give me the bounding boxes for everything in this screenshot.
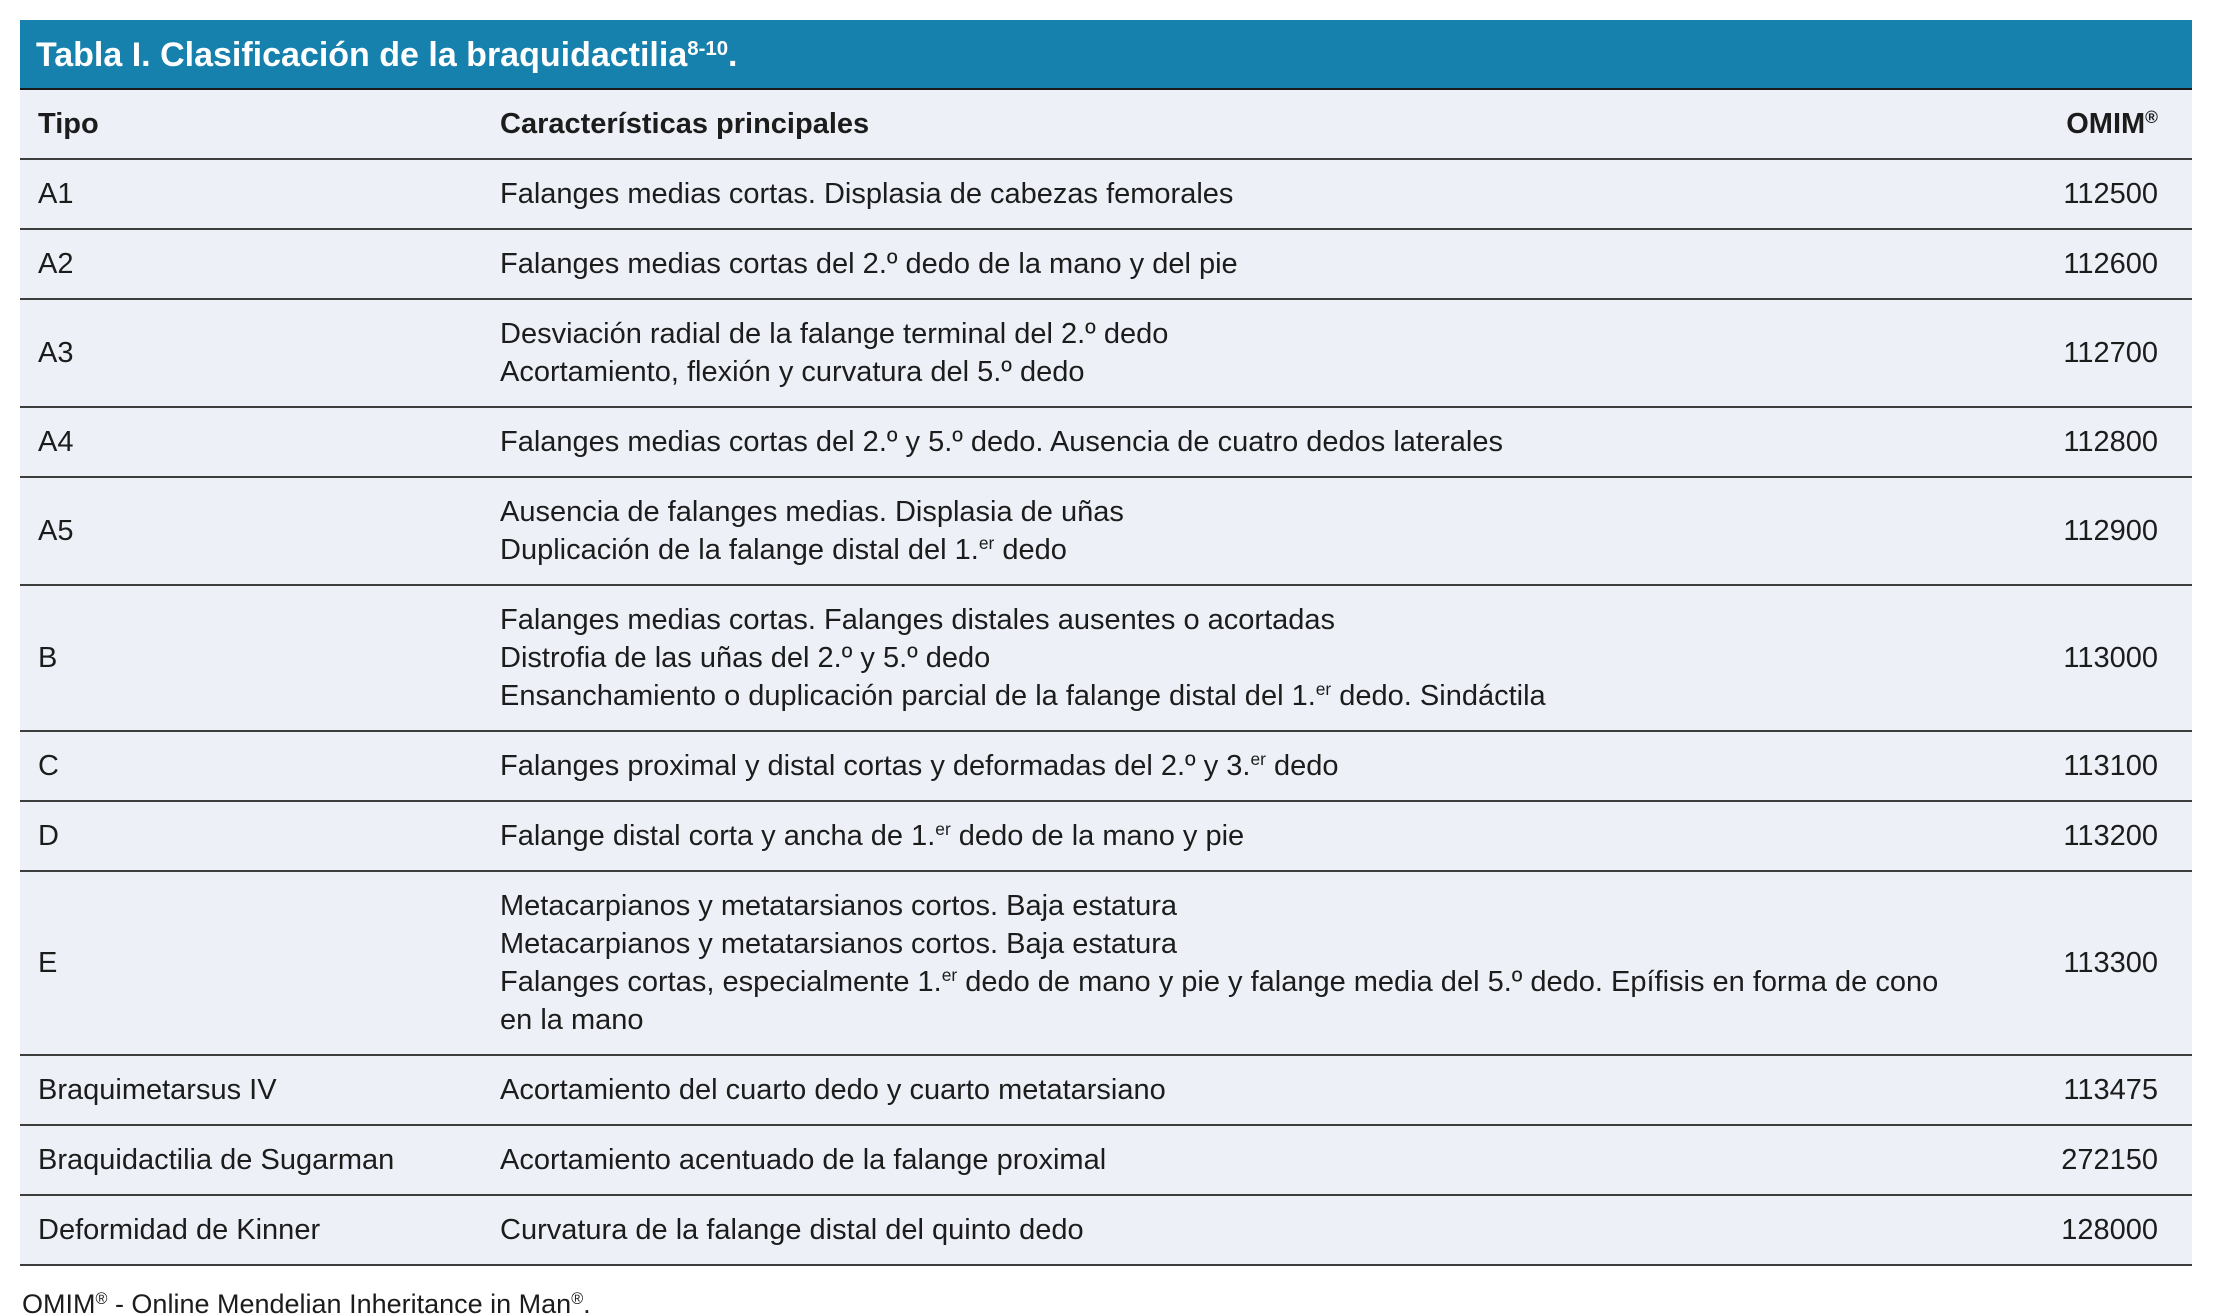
table-row [20,1195,2192,1265]
row-caracteristicas-cell: Desviación radial de la falange terminal del 2.º dedo Acortamiento, flexión y curvatura del 5.º dedo [500,318,1169,388]
table-row [20,1125,2192,1195]
row-caracteristicas-cell: Falanges medias cortas. Displasia de cabezas femorales [500,178,1234,210]
table-row [20,871,2192,1055]
row-omim-cell: 113475 [2063,1074,2158,1106]
row-omim-cell: 113000 [2063,642,2158,674]
row-caracteristicas-cell: Falanges medias cortas del 2.º y 5.º dedo. Ausencia de cuatro dedos laterales [500,426,1503,458]
braquidactilia-table [20,90,2192,1266]
row-omim-cell: 112700 [2063,337,2158,369]
row-tipo-cell: Braquidactilia de Sugarman [38,1144,395,1176]
row-caracteristicas-cell: Acortamiento del cuarto dedo y cuarto metatarsiano [500,1074,1166,1106]
row-tipo-cell: Deformidad de Kinner [38,1214,321,1246]
row-caracteristicas-cell: Acortamiento acentuado de la falange proximal [500,1144,1107,1176]
table-row [20,1055,2192,1125]
table-row [20,801,2192,871]
row-omim-cell: 112800 [2063,426,2158,458]
row-tipo-cell: A3 [38,337,74,369]
row-tipo-cell: B [38,642,58,674]
row-caracteristicas-cell: Falanges medias cortas del 2.º dedo de la mano y del pie [500,248,1238,280]
table-row [20,299,2192,407]
table-row [20,585,2192,731]
row-caracteristicas-cell: Falanges proximal y distal cortas y deformadas del 2.º y 3.$^{er}$ dedo [500,749,1339,782]
table-header [20,90,2192,159]
column-header-omim: OMIM® [2066,107,2158,140]
table-row [20,229,2192,299]
row-omim-cell: 128000 [2061,1214,2158,1246]
column-header-tipo: Tipo [38,108,99,140]
row-tipo-cell: A5 [38,515,74,547]
table-title-bar [20,20,2192,90]
row-tipo-cell: D [38,820,59,852]
row-tipo-cell: C [38,750,59,782]
row-omim-cell: 113100 [2063,750,2158,782]
table-row [20,159,2192,229]
row-omim-cell: 113300 [2063,947,2158,979]
column-header-caracteristicas: Características principales [500,108,870,140]
row-caracteristicas-cell: Curvatura de la falange distal del quinto dedo [500,1214,1084,1246]
table-body [20,159,2192,1265]
row-tipo-cell: A1 [38,178,74,210]
table-header-row [20,90,2192,159]
row-omim-cell: 113200 [2063,820,2158,852]
row-tipo-cell: Braquimetarsus IV [38,1074,277,1106]
row-tipo-cell: E [38,947,58,979]
row-caracteristicas-cell: Ausencia de falanges medias. Displasia de uñas Duplicación de la falange distal del 1.$^{er}$ dedo [500,496,1124,566]
table-footnote: OMIM® - Online Mendelian Inheritance in Man®. [22,1289,591,1314]
table-row [20,731,2192,801]
row-caracteristicas-cell: Metacarpianos y metatarsianos cortos. Baja estatura Metacarpianos y metatarsianos cortos. Baja estatura Falanges cortas, especialmente 1.$^{er}$ dedo de mano y pie y falange media del 5.º dedo. Epífisis en forma de cono en la mano [500,890,1939,1036]
row-tipo-cell: A4 [38,426,74,458]
row-caracteristicas-cell: Falange distal corta y ancha de 1.$^{er}$ dedo de la mano y pie [500,819,1245,852]
row-tipo-cell: A2 [38,248,74,280]
table-row [20,407,2192,477]
row-omim-cell: 112900 [2063,515,2158,547]
row-caracteristicas-cell: Falanges medias cortas. Falanges distales ausentes o acortadas Distrofia de las uñas del 2.º y 5.º dedo Ensanchamiento o duplicación parcial de la falange distal del 1.$^{er}$ dedo. Sindáctila [500,604,1546,712]
row-omim-cell: 112500 [2063,178,2158,210]
row-omim-cell: 272150 [2061,1144,2158,1176]
table-row [20,477,2192,585]
table-title: Tabla I. Clasificación de la braquidactilia$^{8-10}$. [36,36,738,74]
classification-table-figure [20,20,2192,1314]
row-omim-cell: 112600 [2063,248,2158,280]
